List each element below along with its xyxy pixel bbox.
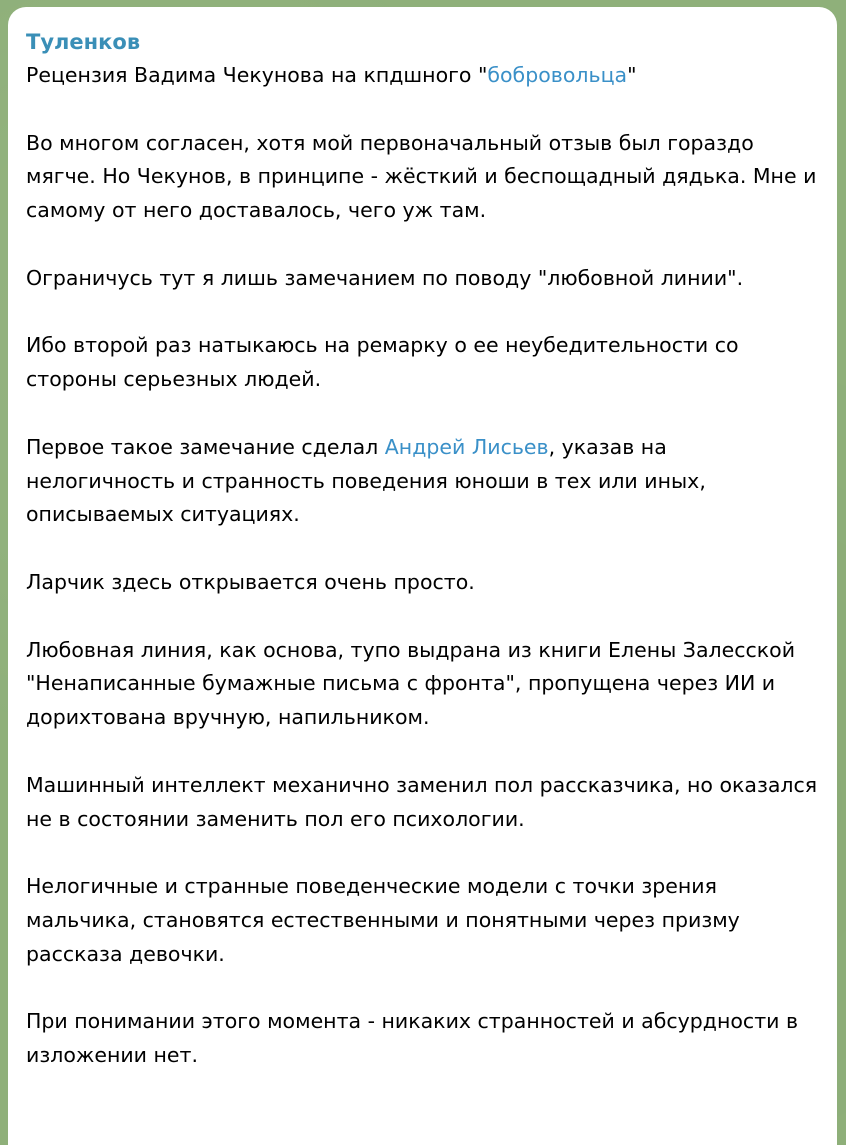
message-bubble [8,7,837,1145]
message-text [26,59,819,1073]
paragraph-prefix: Первое такое замечание сделал [26,434,385,459]
paragraph-with-mention [26,431,819,532]
paragraph-suffix: , указав на нелогичность и странность поведения юноши в тех или иных, описываемых ситуациях. [26,434,706,527]
paragraph: Ларчик здесь открывается очень просто. [26,569,475,594]
message-title [26,59,819,93]
sender-name[interactable]: Туленков [26,30,141,54]
paragraph: При понимании этого момента - никаких странностей и абсурдности в изложении нет. [26,1009,799,1068]
paragraph: Во многом согласен, хотя мой первоначальный отзыв был гораздо мягче. Но Чекунов, в принципе - жёсткий и беспощадный дядька. Мне и самому от него доставалось, чего уж там. [26,130,817,223]
paragraph: Нелогичные и странные поведенческие модели с точки зрения мальчика, становятся естественными и понятными через призму рассказа девочки. [26,874,740,966]
mention-link[interactable]: Андрей Лисьев [384,434,549,459]
paragraph: Ибо второй раз натыкаюсь на ремарку о ее неубедительности со стороны серьезных людей. [26,333,739,392]
paragraph: Любовная линия, как основа, тупо выдрана из книги Елены Залесской "Ненаписанные бумажные письма с фронта", пропущена через ИИ и дорихтована вручную, напильником. [26,637,796,730]
title-prefix: Рецензия Вадима Чекунова на кпдшного " [26,63,488,87]
paragraph: Машинный интеллект механично заменил пол рассказчика, но оказался не в состоянии заменить пол его психологии. [26,772,818,831]
title-link[interactable]: бобровольца [487,63,628,87]
paragraph: Ограничусь тут я лишь замечанием по поводу "любовной линии". [26,265,744,290]
title-suffix: " [627,63,637,87]
